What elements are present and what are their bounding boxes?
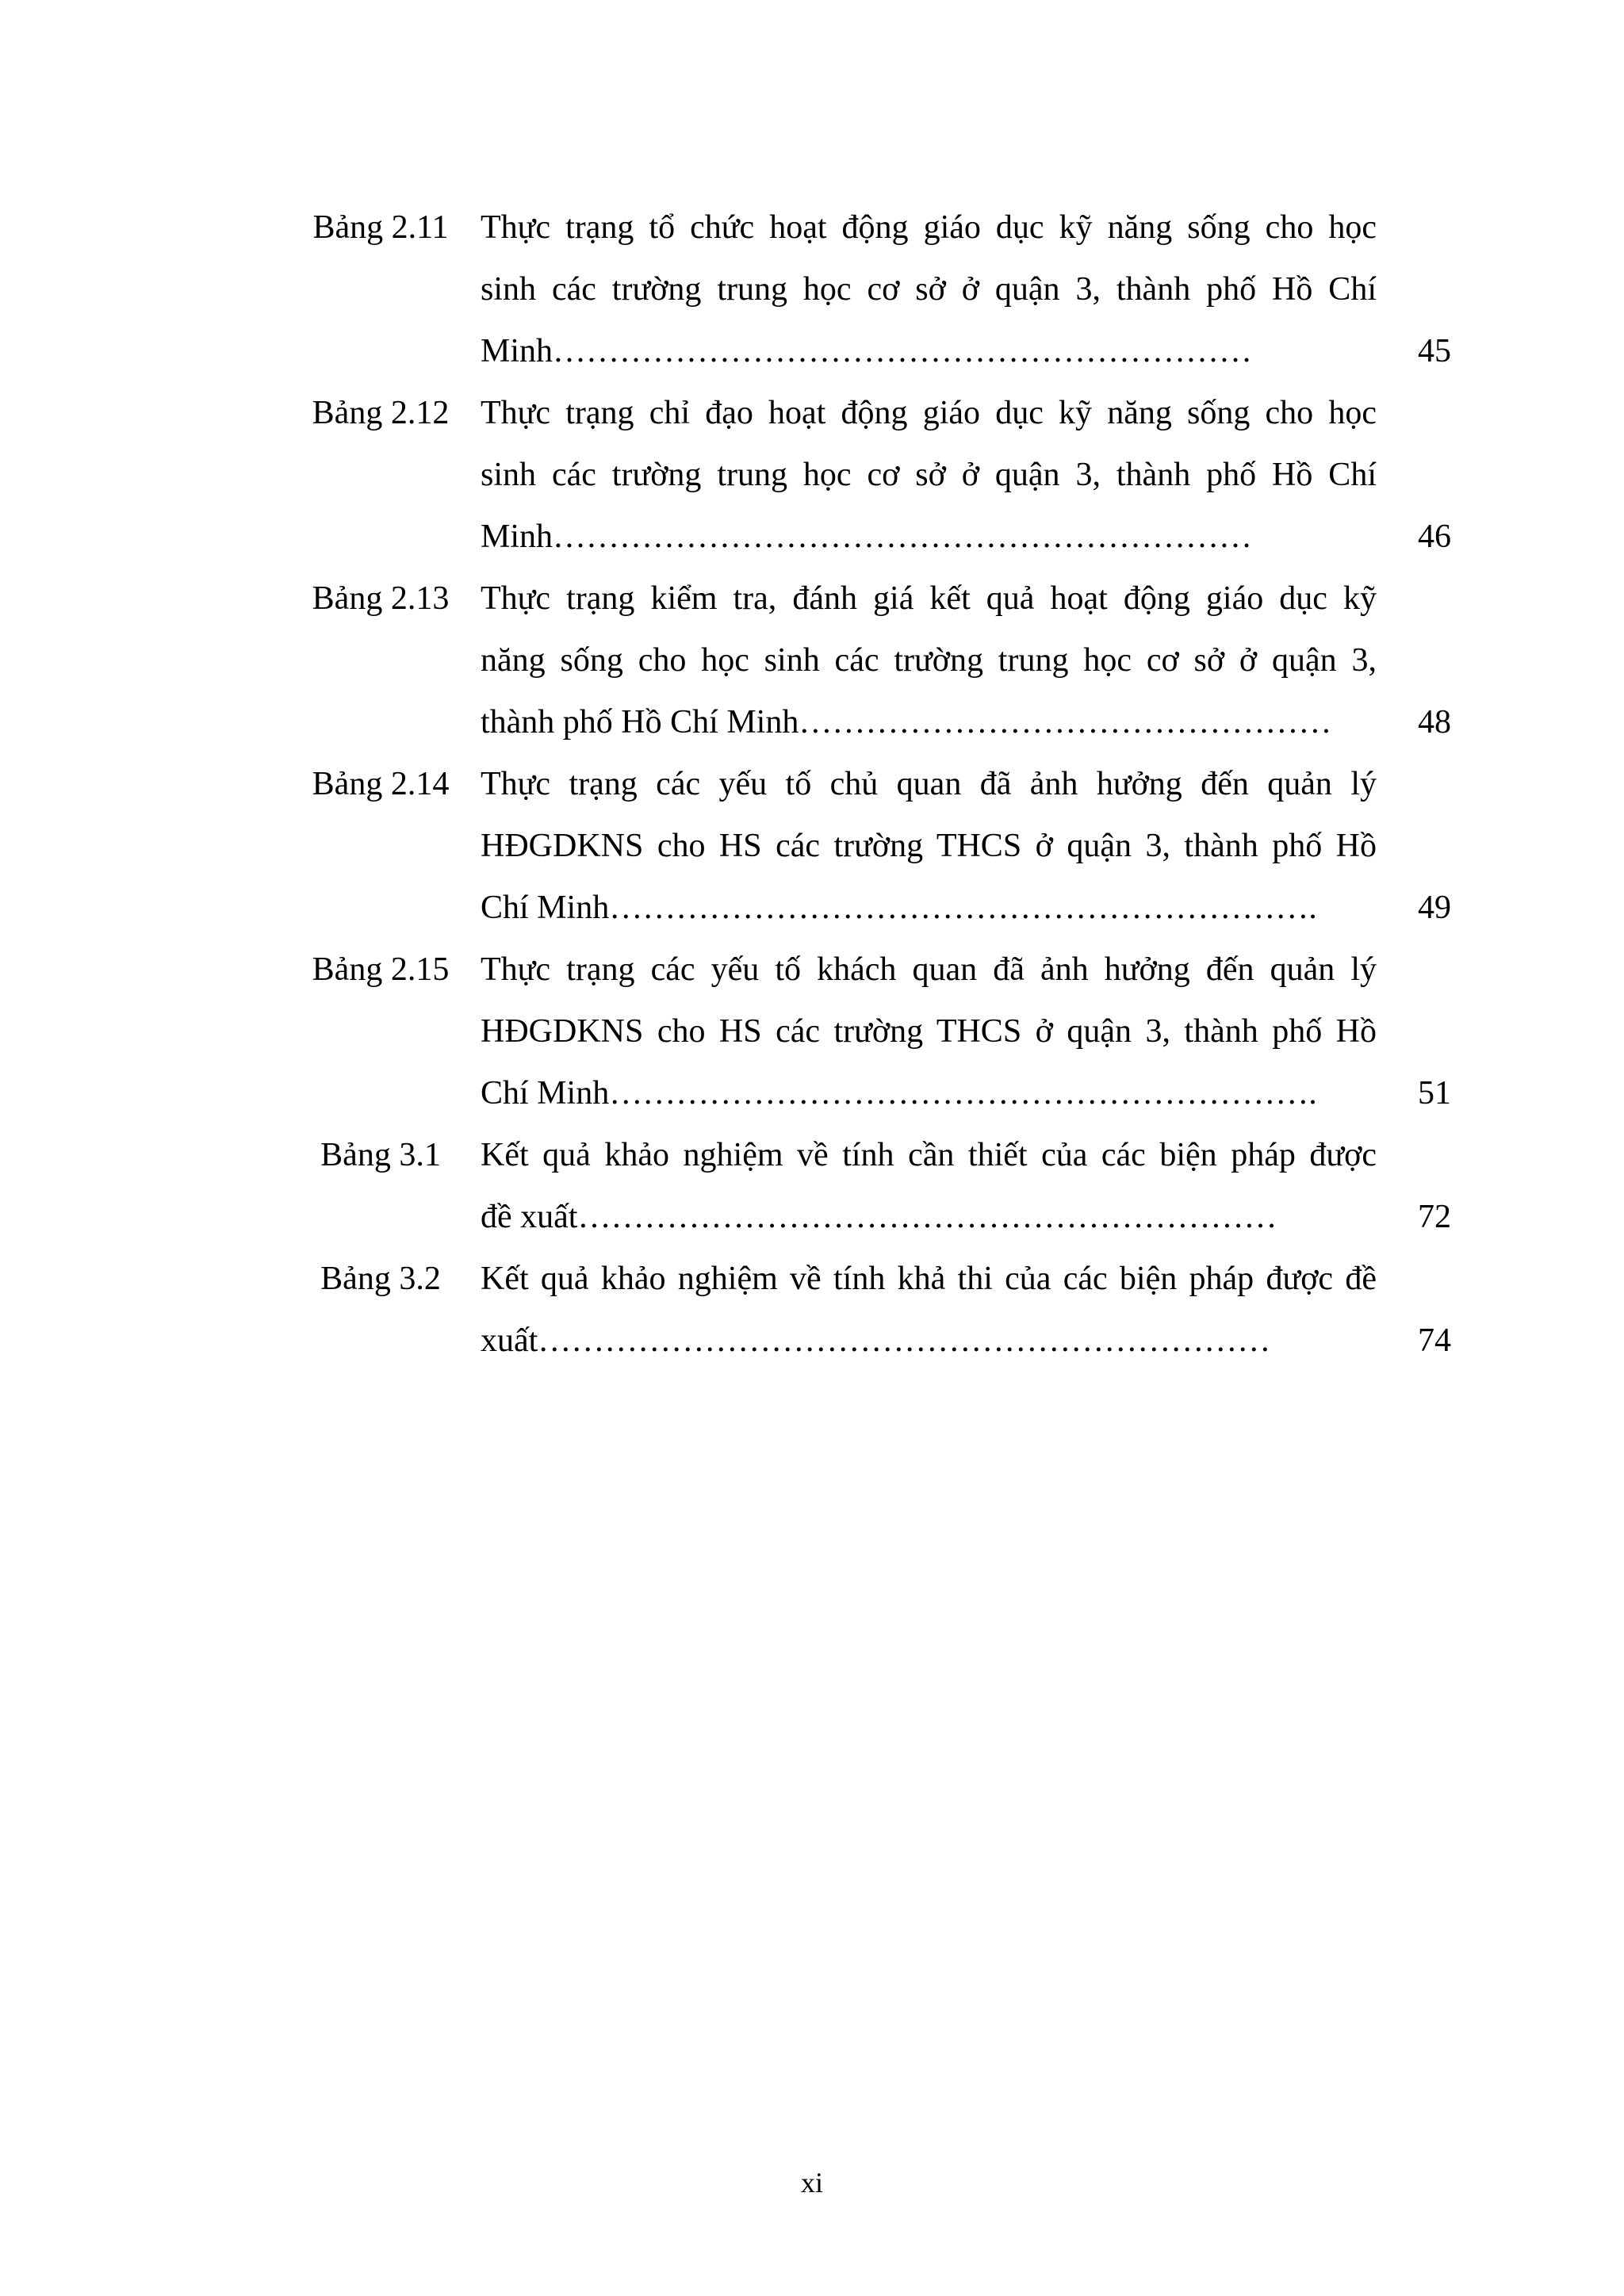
toc-entry-leader-line: Minh……………………………………………………… [481,519,1253,555]
toc-entry-page-number: 45 [1418,333,1451,369]
toc-entry-bang-2-12 [293,382,1451,568]
toc-entry-page-number: 46 [1418,519,1451,555]
toc-entry-line: HĐGDKNS cho HS các trường THCS ở quận 3, thành phố Hồ [481,1013,1377,1050]
toc-entry-title [481,939,1377,1124]
toc-entry-line: Thực trạng các yếu tố chủ quan đã ảnh hưởng đến quản lý [481,766,1377,802]
toc-entry-page-number: 51 [1418,1075,1451,1112]
toc-entry-bang-2-11 [293,197,1451,382]
toc-entry-line: HĐGDKNS cho HS các trường THCS ở quận 3, thành phố Hồ [481,828,1377,864]
toc-entry-leader-line: Minh……………………………………………………… [481,333,1253,369]
toc-entry-bang-3-2 [293,1248,1451,1372]
toc-entry-title [481,568,1377,753]
toc-entry-leader-line: đề xuất……………………………………………………… [481,1199,1277,1235]
toc-entry-label: Bảng 2.14 [312,766,450,802]
toc-entry-line: Thực trạng chỉ đạo hoạt động giáo dục kỹ năng sống cho học [481,395,1377,431]
toc-entry-page-number: 74 [1418,1322,1451,1359]
toc-entry-bang-3-1 [293,1124,1451,1248]
toc-entry-label: Bảng 3.2 [320,1261,441,1297]
toc-entry-line: Kết quả khảo nghiệm về tính khả thi của các biện pháp được đề [481,1261,1377,1297]
toc-entry-line: Thực trạng các yếu tố khách quan đã ảnh hưởng đến quản lý [481,951,1377,988]
toc-entry-leader-line: Chí Minh………………………………………………………. [481,1075,1317,1112]
toc-entry-title [481,1124,1377,1248]
toc-entry-line: sinh các trường trung học cơ sở ở quận 3, thành phố Hồ Chí [481,457,1377,493]
toc-entry-page-number: 49 [1418,890,1451,926]
toc-entry-page-number: 72 [1418,1199,1451,1235]
toc-entry-bang-2-13 [293,568,1451,753]
toc-entry-line: sinh các trường trung học cơ sở ở quận 3, thành phố Hồ Chí [481,271,1377,308]
toc-entry-title [481,753,1377,939]
toc-entry-label: Bảng 3.1 [320,1137,441,1173]
toc-entry-label: Bảng 2.13 [312,580,450,617]
toc-entry-line: Kết quả khảo nghiệm về tính cần thiết của các biện pháp được [481,1137,1377,1173]
toc-entry-label: Bảng 2.12 [312,395,450,431]
toc-entry-line: năng sống cho học sinh các trường trung học cơ sở ở quận 3, [481,642,1377,679]
table-of-contents [293,197,1451,1372]
toc-entry-leader-line: Chí Minh………………………………………………………. [481,890,1317,926]
toc-entry-label: Bảng 2.15 [312,951,450,988]
toc-entry-bang-2-14 [293,753,1451,939]
toc-entry-line: Thực trạng tổ chức hoạt động giáo dục kỹ năng sống cho học [481,209,1377,246]
toc-entry-page-number: 48 [1418,704,1451,740]
toc-entry-line: Thực trạng kiểm tra, đánh giá kết quả hoạt động giáo dục kỹ [481,580,1377,617]
toc-entry-title [481,382,1377,568]
toc-entry-label: Bảng 2.11 [312,209,449,246]
toc-entry-leader-line: thành phố Hồ Chí Minh………………………………………… [481,704,1332,740]
page-footer-number: xi [800,2167,823,2198]
toc-entry-bang-2-15 [293,939,1451,1124]
toc-entry-leader-line: xuất………………………………………………………… [481,1322,1271,1359]
toc-entry-title [481,1248,1377,1372]
toc-entry-title [481,197,1377,382]
